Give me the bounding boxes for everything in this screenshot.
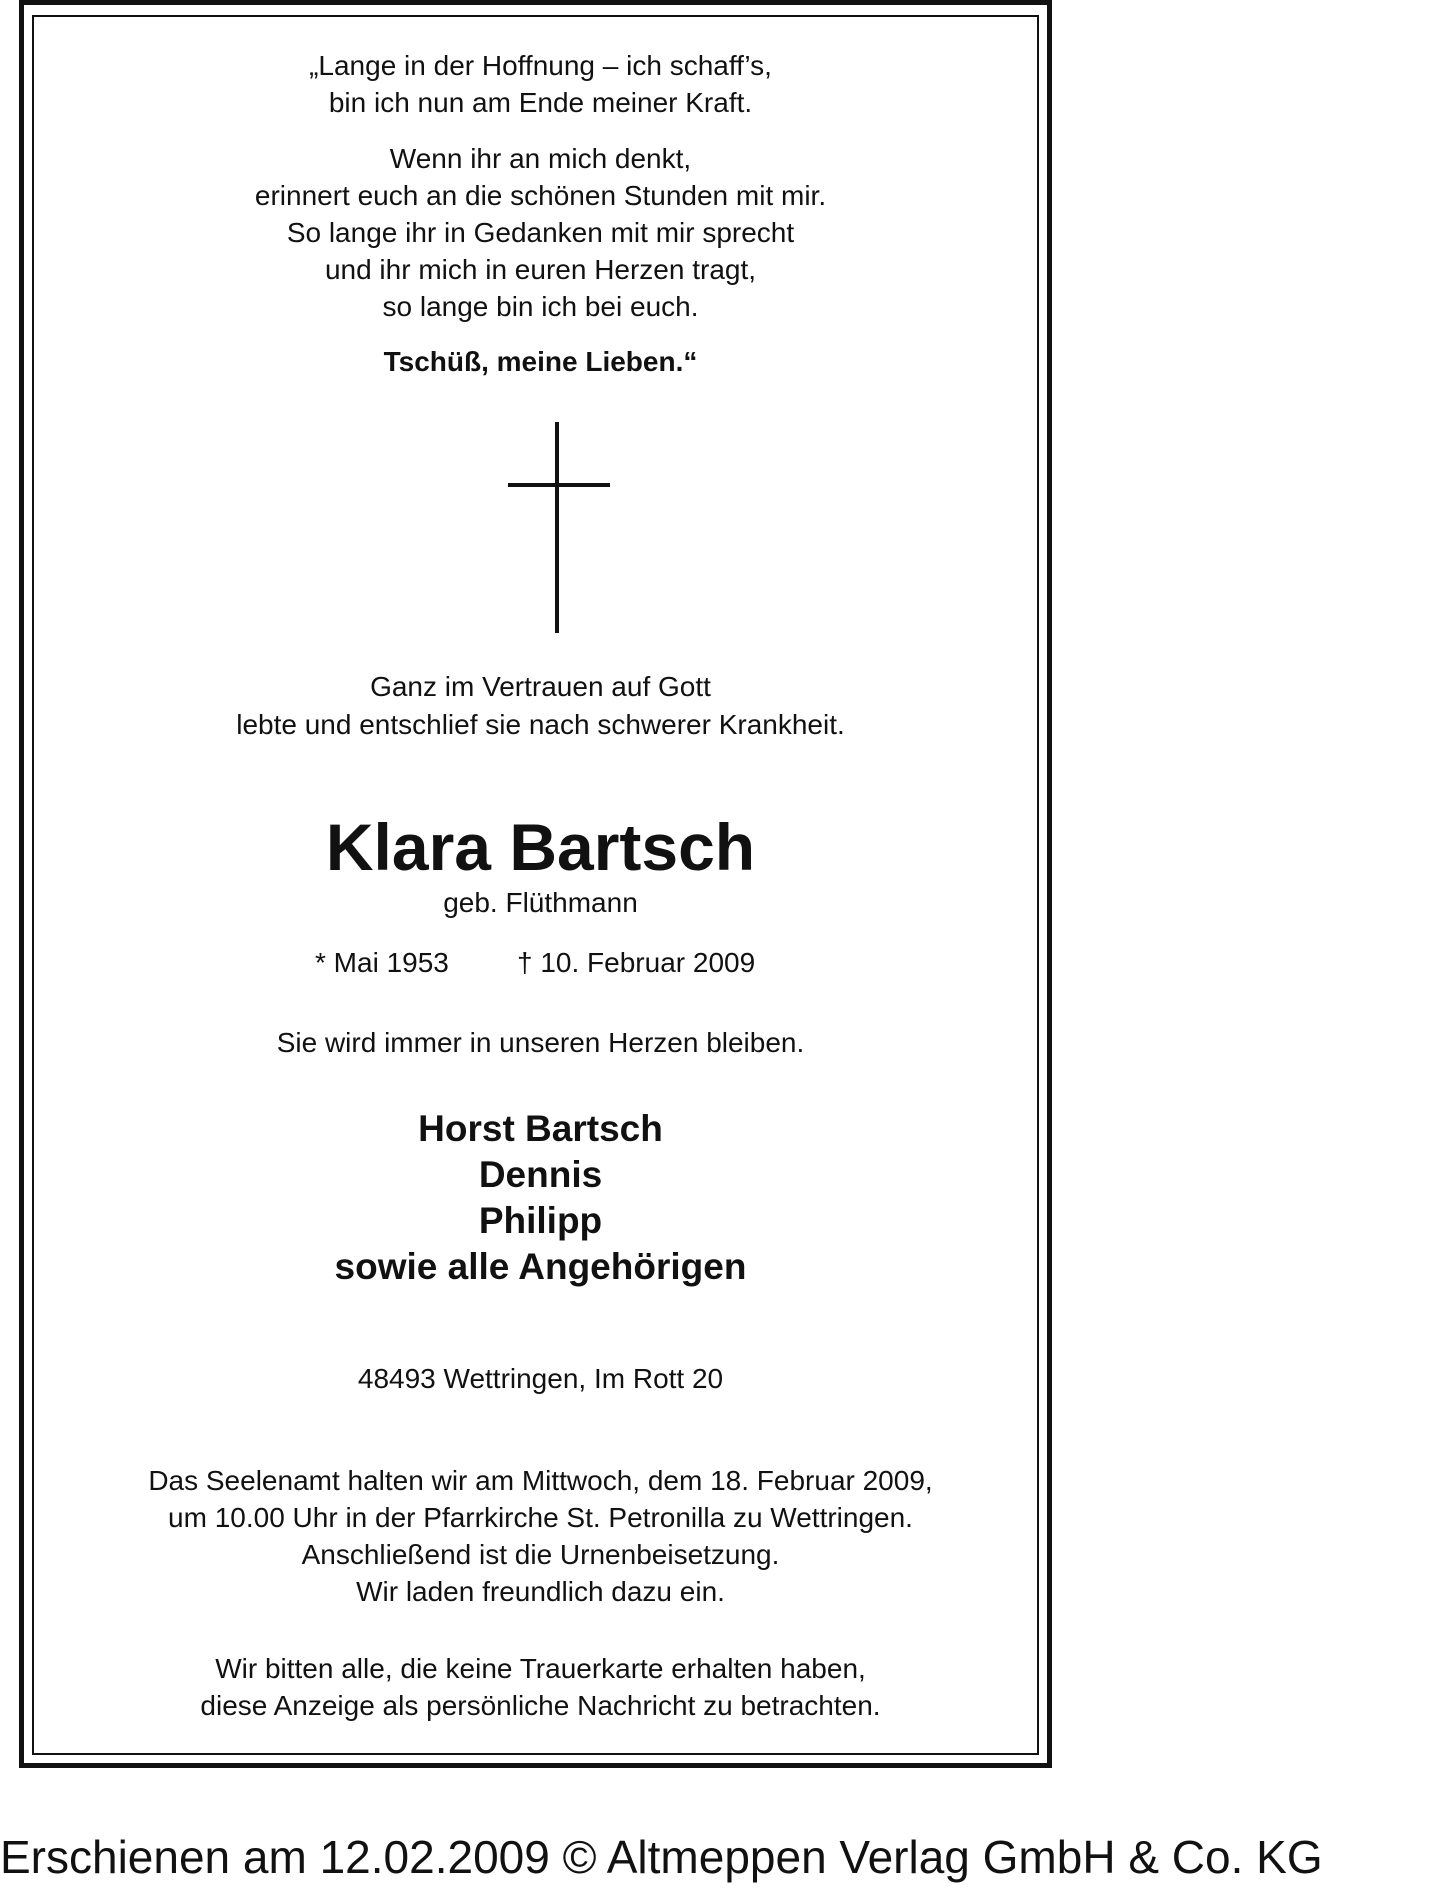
publication-footer: Erschienen am 12.02.2009 © Altmeppen Verlag GmbH & Co. KG <box>0 1831 1323 1883</box>
poem-line: erinnert euch an die schönen Stunden mit mir. <box>254 180 827 211</box>
service-line: Das Seelenamt halten wir am Mittwoch, dem 18. Februar 2009, <box>148 1465 933 1496</box>
service-line: Anschließend ist die Urnenbeisetzung. <box>301 1539 780 1570</box>
faith-line: Ganz im Vertrauen auf Gott <box>370 671 711 702</box>
cross-icon-bar <box>508 483 610 487</box>
cross-icon <box>555 422 559 633</box>
poem-line: So lange ihr in Gedanken mit mir sprecht <box>286 217 795 248</box>
deceased-name: Klara Bartsch <box>325 810 756 884</box>
death-date: † 10. Februar 2009 <box>517 947 756 978</box>
family-member: Dennis <box>478 1154 603 1195</box>
family-member: sowie alle Angehörigen <box>334 1246 747 1287</box>
notice-line: diese Anzeige als persönliche Nachricht zu betrachten. <box>200 1690 881 1721</box>
poem-line: bin ich nun am Ende meiner Kraft. <box>328 87 753 118</box>
poem-line: „Lange in der Hoffnung – ich schaff’s, <box>309 50 772 81</box>
poem-line: und ihr mich in euren Herzen tragt, <box>324 254 757 285</box>
notice-line: Wir bitten alle, die keine Trauerkarte erhalten haben, <box>215 1653 866 1684</box>
service-line: um 10.00 Uhr in der Pfarrkirche St. Petronilla zu Wettringen. <box>168 1502 913 1533</box>
poem-line: Wenn ihr an mich denkt, <box>389 143 692 174</box>
family-member: Horst Bartsch <box>418 1108 663 1149</box>
poem-closing: Tschüß, meine Lieben.“ <box>383 346 698 377</box>
maiden-name: geb. Flüthmann <box>443 887 638 918</box>
remembrance-text: Sie wird immer in unseren Herzen bleiben. <box>276 1027 805 1058</box>
life-dates <box>24 947 1057 981</box>
obituary-frame <box>19 0 1052 1768</box>
faith-line: lebte und entschlief sie nach schwerer Krankheit. <box>236 709 845 740</box>
family-member: Philipp <box>478 1200 603 1241</box>
service-line: Wir laden freundlich dazu ein. <box>356 1576 725 1607</box>
address-text: 48493 Wettringen, Im Rott 20 <box>357 1363 724 1394</box>
birth-date: * Mai 1953 <box>315 947 449 978</box>
poem-line: so lange bin ich bei euch. <box>382 291 699 322</box>
